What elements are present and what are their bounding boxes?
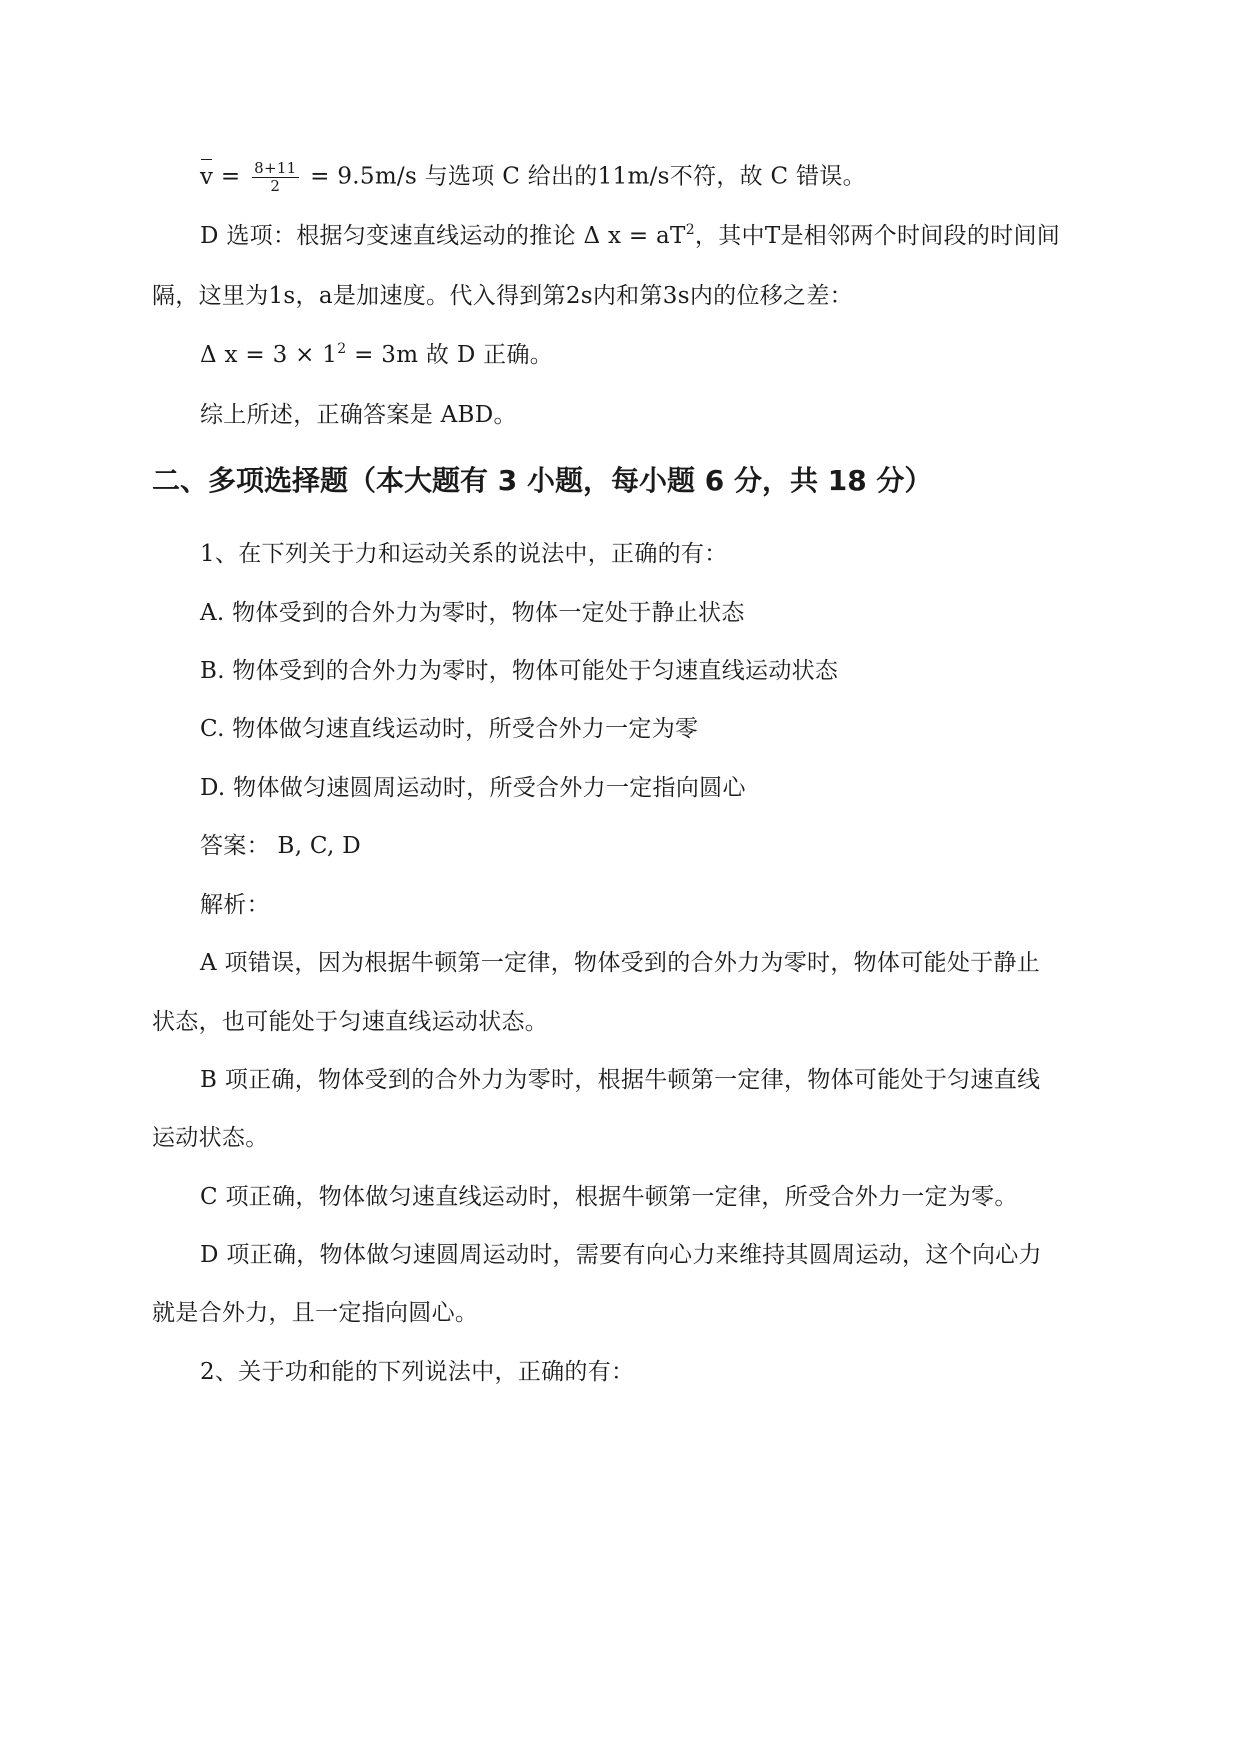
fraction-denominator: 2 (270, 177, 281, 195)
question1-answer: 答案： B, C, D (200, 833, 361, 859)
average-velocity-line (200, 160, 866, 195)
analysis-d-line2: 就是合外力，且一定指向圆心。 (152, 1300, 479, 1326)
analysis-a-line2: 状态，也可能处于匀速直线运动状态。 (152, 1009, 549, 1035)
d-option-explanation-line2: 隔，这里为1s，a是加速度。代入得到第2s内和第3s内的位移之差： (152, 283, 853, 309)
question2-stem: 2、关于功和能的下列说法中，正确的有： (200, 1359, 635, 1385)
question1-option-c: C. 物体做匀速直线运动时，所受合外力一定为零 (200, 716, 699, 742)
displacement-difference-line: Δ $x = 3 \times 1^2 = 3m$ 故 D 正确。 (200, 341, 554, 368)
question1-stem: 1、在下列关于力和运动关系的说法中，正确的有： (200, 541, 728, 567)
question1-option-b: B. 物体受到的合外力为零时，物体可能处于匀速直线运动状态 (200, 658, 839, 684)
question1-option-d: D. 物体做匀速圆周运动时，所受合外力一定指向圆心 (200, 775, 746, 801)
velocity-variable: v (200, 163, 214, 190)
analysis-d-line1: D 项正确，物体做匀速圆周运动时，需要有向心力来维持其圆周运动，这个向心力 (200, 1242, 1042, 1268)
question1-option-a: A. 物体受到的合外力为零时，物体一定处于静止状态 (200, 600, 745, 626)
analysis-b-line2: 运动状态。 (152, 1125, 269, 1151)
analysis-b-line1: B 项正确，物体受到的合外力为零时，根据牛顿第一定律，物体可能处于匀速直线 (200, 1067, 1041, 1093)
average-velocity-conclusion: = 9.5m/s 与选项 C 给出的11m/s不符，故 C 错误。 (310, 163, 866, 190)
fraction (252, 160, 298, 195)
superscript: 2 (337, 341, 347, 357)
analysis-c-line1: C 项正确，物体做匀速直线运动时，根据牛顿第一定律，所受合外力一定为零。 (200, 1184, 1018, 1210)
d-option-explanation-line1: D 选项：根据匀变速直线运动的推论 Δ $x = aT^2$，其中T是相邻两个时间段的时间间 (200, 222, 1061, 249)
equals-sign: = (220, 163, 241, 190)
section-heading: 二、多项选择题（本大题有 3 小题，每小题 6 分，共 18 分） (152, 464, 933, 497)
fraction-numerator: 8+11 (254, 159, 297, 177)
analysis-label: 解析： (200, 892, 270, 918)
summary-line: 综上所述，正确答案是 ABD。 (200, 402, 517, 428)
analysis-a-line1: A 项错误，因为根据牛顿第一定律，物体受到的合外力为零时，物体可能处于静止 (200, 950, 1041, 976)
superscript: 2 (685, 222, 695, 238)
